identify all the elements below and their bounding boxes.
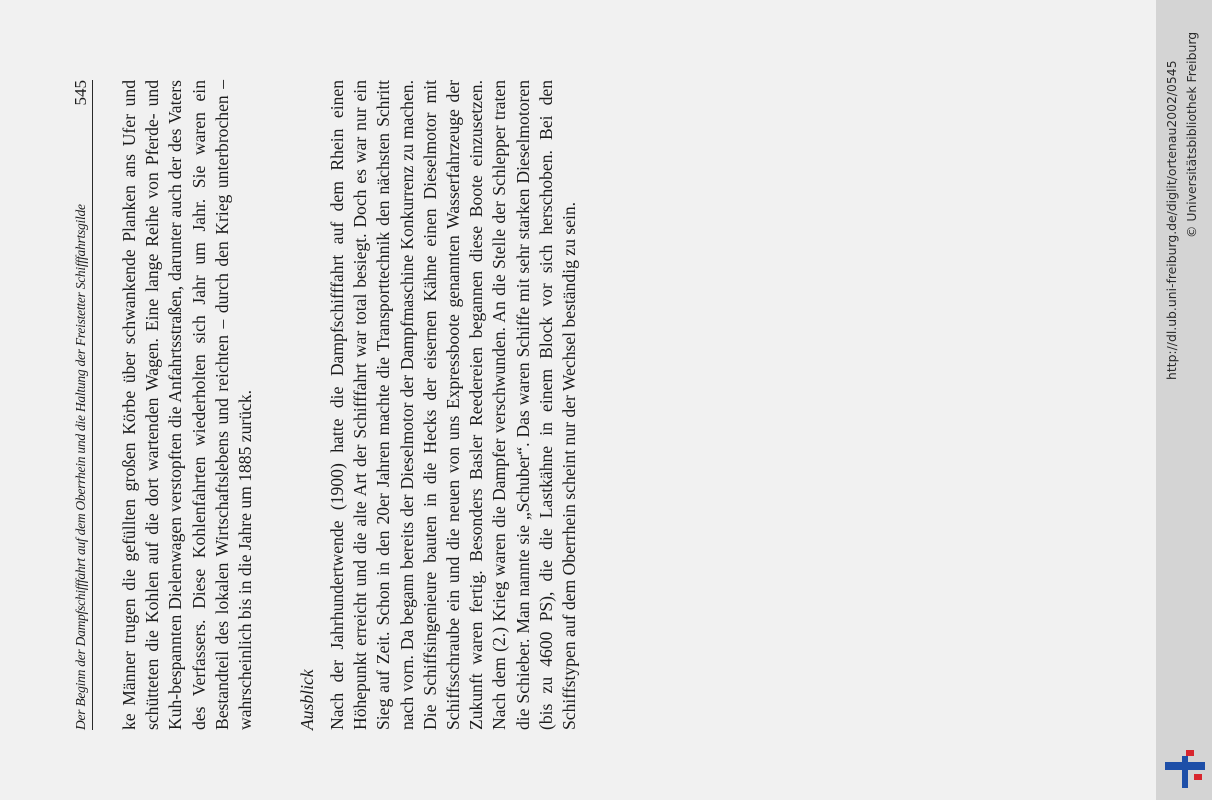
running-head-title: Der Beginn der Dampfschifffahrt auf dem Oberrhein und die Haltung der Freistetter Schifffahrtsgilde	[73, 204, 88, 730]
logo-red-block-top	[1186, 750, 1194, 756]
copyright-notice: © Universitätsbibliothek Freiburg	[1184, 31, 1199, 238]
sidebar-text-group	[1156, 0, 1212, 800]
logo-red-block-bottom	[1194, 774, 1202, 780]
section-heading: Ausblick	[297, 669, 317, 730]
source-url-link[interactable]: http://dl.ub.uni-freiburg.de/diglit/ortenau2002/0545	[1164, 60, 1179, 380]
body-paragraph-2: Nach der Jahrhundertwende (1900) hatte die Dampfschifffahrt auf dem Rhein einen Höhepunkt erreicht und die alte Art der Schifffahrt war total besiegt. Doch es war nur ein Sieg auf Zeit. Schon in den 20er Jahren machte die Transporttechnik den nächsten Schritt nach vorn. Da begann bereits der Dieselmotor der Dampfmaschine Konkurrenz zu machen. Die Schiffsingenieure bauten in die Hecks der eisernen Kähne einen Dieselmotor mit Schiffsschraube ein und die neuen von uns Expressboote genannten Wasserfahrzeuge der Zukunft waren fertig. Besonders Basler Reedereien begannen diese Boote einzusetzen. Nach dem (2.) Krieg waren die Dampfer verschwunden. An die Stelle der Schlepper traten die Schieber. Man nannte sie „Schuber“. Das waren Schiffe mit sehr starken Dieselmotoren (bis zu 4600 PS), die die Lastkähne in einem Block vor sich herschoben. Bei den Schiffstypen auf dem Oberrhein scheint nur der Wechsel beständig zu sein.	[327, 80, 580, 730]
running-head	[72, 80, 93, 730]
viewer-sidebar	[1156, 0, 1212, 800]
library-logo-icon	[1160, 748, 1208, 790]
body-paragraph-1: ke Männer trugen die gefüllten großen Körbe über schwankende Planken ans Ufer und schütteten die Kohlen auf die dort wartenden Wagen. Eine lange Reihe von Pferde- und Kuh-bespannten Dielenwagen verstopften die Anfahrtsstraßen, darunter auch der des Vaters des Verfassers. Diese Kohlenfahrten wiederholten sich Jahr um Jahr. Sie waren ein Bestandteil des lokalen Wirtschaftslebens und reichten – durch den Krieg unterbrochen – wahrscheinlich bis in die Jahre um 1885 zurück.	[119, 80, 256, 730]
logo-blue-stem	[1182, 756, 1188, 788]
page-number: 545	[71, 80, 90, 106]
